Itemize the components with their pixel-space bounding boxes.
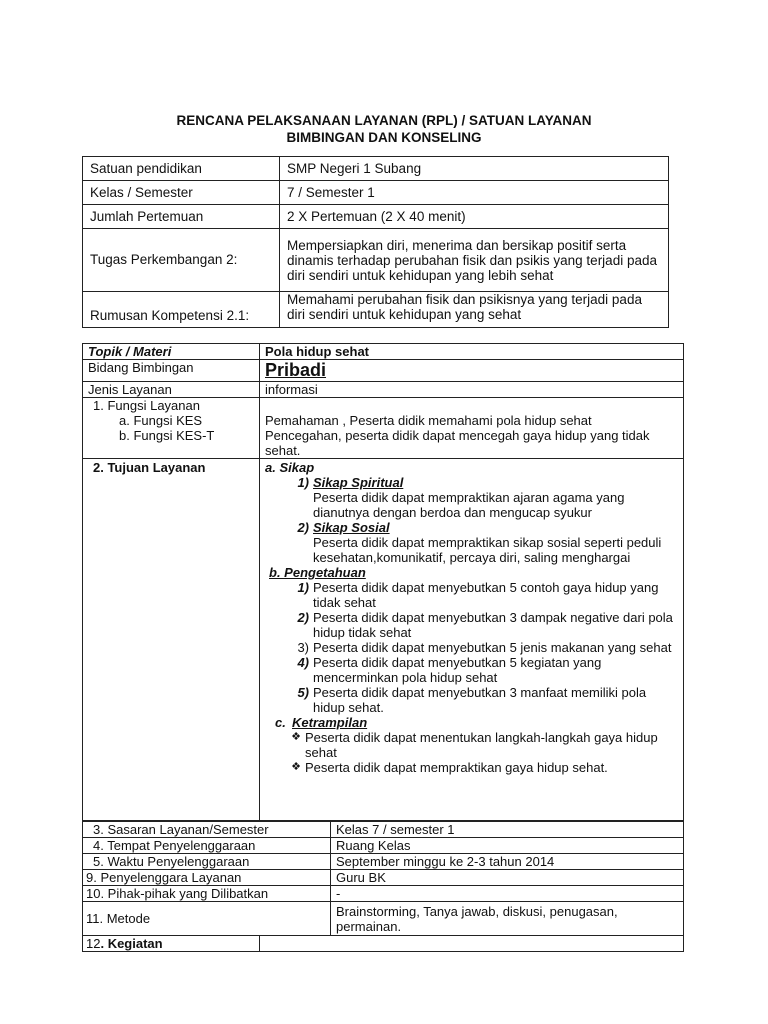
list-item	[265, 520, 678, 565]
pengetahuan-label: b. Pengetahuan	[269, 565, 366, 580]
fungsi-values-cell	[260, 398, 684, 459]
info-label: 11. Metode	[83, 902, 331, 936]
table-row	[83, 398, 684, 459]
list-item	[265, 730, 678, 760]
pengetahuan-item-text: Peserta didik dapat menyebutkan 3 manfaat memiliki pola hidup sehat.	[313, 685, 647, 715]
pengetahuan-item-num: 4)	[297, 655, 309, 670]
table-row	[83, 838, 684, 854]
fungsi-kest-value: Pencegahan, peserta didik dapat mencegah gaya hidup yang tidak sehat.	[265, 428, 650, 458]
list-item	[265, 640, 678, 655]
info-label: 4. Tempat Penyelenggaraan	[83, 838, 331, 854]
table-row	[83, 902, 684, 936]
info-value: Brainstorming, Tanya jawab, diskusi, penugasan, permainan.	[331, 902, 684, 936]
diamond-bullet-icon: ❖	[291, 761, 301, 773]
identity-label: Tugas Perkembangan 2:	[83, 229, 280, 292]
jenis-value: informasi	[260, 382, 684, 398]
sikap-label: a. Sikap	[265, 460, 315, 475]
info-label: 5. Waktu Penyelenggaraan	[83, 854, 331, 870]
identity-label: Satuan pendidikan	[83, 157, 280, 181]
pengetahuan-list	[265, 580, 678, 715]
table-row	[83, 886, 684, 902]
table-row	[83, 854, 684, 870]
ketrampilan-item-text: Peserta didik dapat mempraktikan gaya hidup sehat.	[305, 760, 608, 775]
pengetahuan-item-text: Peserta didik dapat menyebutkan 5 jenis makanan yang sehat	[313, 640, 672, 655]
kegiatan-label: . Kegiatan	[100, 936, 163, 951]
table-row	[83, 382, 684, 398]
table-row	[83, 292, 669, 328]
ketrampilan-list	[265, 730, 678, 775]
list-item	[265, 475, 678, 520]
table-row	[83, 181, 669, 205]
info-value: Guru BK	[331, 870, 684, 886]
sikap-item-text: Peserta didik dapat mempraktikan sikap sosial seperti peduli kesehatan,komunikatif, percaya diri, saling menghargai	[313, 535, 662, 565]
pengetahuan-item-text: Peserta didik dapat menyebutkan 5 contoh gaya hidup yang tidak sehat	[313, 580, 659, 610]
identity-label: Jumlah Pertemuan	[83, 205, 280, 229]
identity-value: 2 X Pertemuan (2 X 40 menit)	[280, 205, 669, 229]
identity-label: Kelas / Semester	[83, 181, 280, 205]
table-row	[83, 360, 684, 382]
topik-label: Topik / Materi	[83, 344, 260, 360]
identity-value: Mempersiapkan diri, menerima dan bersikap positif serta dinamis terhadap perubahan fisik dan psikis yang terjadi pada diri sendiri untuk kehidupan yang lebih sehat	[280, 229, 669, 292]
kegiatan-value	[260, 936, 684, 952]
info-value: September minggu ke 2-3 tahun 2014	[331, 854, 684, 870]
bidang-value-cell	[260, 360, 684, 382]
kegiatan-label-cell	[83, 936, 260, 952]
document-title-line1: RENCANA PELAKSANAAN LAYANAN (RPL) / SATUAN LAYANAN	[176, 113, 592, 128]
identity-value: 7 / Semester 1	[280, 181, 669, 205]
pengetahuan-item-num: 5)	[297, 685, 309, 700]
table-row	[83, 205, 669, 229]
table-row	[83, 822, 684, 838]
list-item	[265, 580, 678, 610]
fungsi-label: 1. Fungsi Layanan	[93, 398, 200, 413]
info-value: -	[331, 886, 684, 902]
ketrampilan-num: c.	[275, 715, 286, 730]
plan-table	[82, 343, 684, 821]
list-item	[265, 685, 678, 715]
pengetahuan-item-text: Peserta didik dapat menyebutkan 3 dampak negative dari pola hidup tidak sehat	[313, 610, 673, 640]
table-row	[83, 936, 684, 952]
pengetahuan-item-num: 1)	[297, 580, 309, 595]
pengetahuan-item-num: 3)	[297, 640, 309, 655]
info-value: Ruang Kelas	[331, 838, 684, 854]
jenis-label: Jenis Layanan	[83, 382, 260, 398]
info-label: 9. Penyelenggara Layanan	[83, 870, 331, 886]
diamond-bullet-icon: ❖	[291, 731, 301, 743]
ketrampilan-label: Ketrampilan	[292, 715, 368, 730]
table-row	[83, 870, 684, 886]
bidang-value: Pribadi	[265, 359, 327, 380]
table-row	[83, 157, 669, 181]
sikap-item-text: Peserta didik dapat mempraktikan ajaran agama yang dianutnya dengan berdoa dan mengucap syukur	[313, 490, 625, 520]
identity-value: SMP Negeri 1 Subang	[280, 157, 669, 181]
pengetahuan-item-text: Peserta didik dapat menyebutkan 5 kegiatan yang mencerminkan pola hidup sehat	[313, 655, 602, 685]
tujuan-content	[260, 459, 684, 821]
sikap-item-num: 1)	[297, 475, 309, 490]
table-row	[83, 229, 669, 292]
sikap-item-title: Sikap Sosial	[313, 520, 390, 535]
fungsi-kes-label: a. Fungsi KES	[119, 413, 203, 428]
identity-label: Rumusan Kompetensi 2.1:	[83, 292, 280, 328]
fungsi-cell	[83, 398, 260, 459]
pengetahuan-item-num: 2)	[297, 610, 309, 625]
ketrampilan-item-text: Peserta didik dapat menentukan langkah-langkah gaya hidup sehat	[305, 730, 658, 760]
list-item	[265, 760, 678, 775]
info-value: Kelas 7 / semester 1	[331, 822, 684, 838]
sikap-item-title: Sikap Spiritual	[313, 475, 404, 490]
list-item	[265, 610, 678, 640]
table-row	[83, 344, 684, 360]
topik-value: Pola hidup sehat	[260, 344, 684, 360]
bidang-label: Bidang Bimbingan	[83, 360, 260, 382]
tujuan-label: 2. Tujuan Layanan	[83, 459, 260, 821]
ketrampilan-heading	[265, 715, 678, 730]
kegiatan-num: 12	[86, 936, 101, 951]
list-item	[265, 655, 678, 685]
sikap-item-num: 2)	[297, 520, 309, 535]
document-title-line2: BIMBINGAN DAN KONSELING	[286, 130, 482, 145]
identity-value: Memahami perubahan fisik dan psikisnya yang terjadi pada diri sendiri untuk kehidupan yang sehat	[280, 292, 669, 328]
identity-table	[82, 156, 669, 328]
fungsi-kest-label: b. Fungsi KES-T	[119, 428, 215, 443]
sikap-list	[265, 475, 678, 565]
table-row	[83, 459, 684, 821]
info-table	[82, 821, 684, 952]
info-label: 10. Pihak-pihak yang Dilibatkan	[83, 886, 331, 902]
fungsi-kes-value: Pemahaman , Peserta didik memahami pola hidup sehat	[265, 413, 592, 428]
info-label: 3. Sasaran Layanan/Semester	[83, 822, 331, 838]
